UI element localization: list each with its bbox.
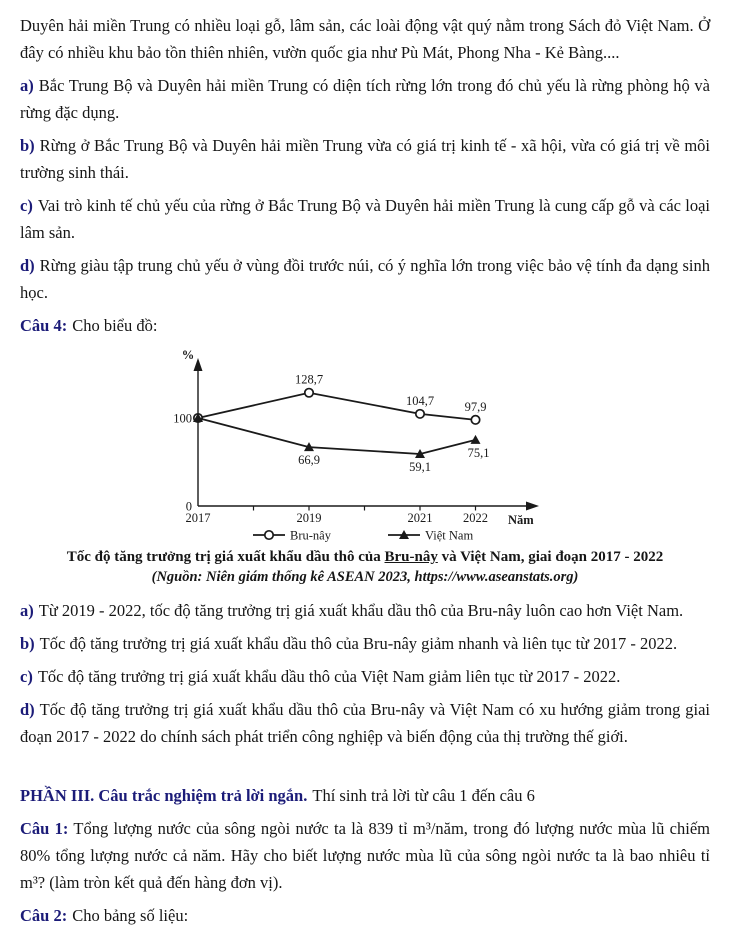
question-1-text: Tổng lượng nước của sông ngòi nước ta là 839 tỉ m³/năm, trong đó lượng nước mùa lũ chiếm 80% tổng lượng nước cả năm. Hãy cho biết lượng nước mùa lũ của sông ngòi nước ta là bao nhiêu tỉ m³? (làm tròn kết quả đến hàng đơn vị). [20,819,710,892]
chart-caption-brunei: Bru-nây [384,549,438,565]
legend-label: Bru-nây [290,528,331,543]
q4-option-c-label: c) [20,667,33,686]
statement-d [20,252,710,306]
statement-d-label: d) [20,256,35,275]
q4-option-d-label: d) [20,700,35,719]
section-gap [20,756,710,782]
x-tick-label: 2022 [463,511,488,525]
chart-caption-post: và Việt Nam, giai đoạn 2017 - 2022 [437,549,664,565]
q4-option-b-label: b) [20,634,35,653]
q4-option-c-text: Tốc độ tăng trưởng trị giá xuất khẩu dầu thô của Việt Nam giảm liên tục từ 2017 - 2022. [37,667,621,686]
data-label: 75,1 [467,445,490,460]
statement-c-label: c) [20,196,33,215]
part3-heading-title: PHẦN III. Câu trắc nghiệm trả lời ngắn. [20,786,308,805]
x-tick-label: 2021 [407,511,433,525]
x-tick-label: 2019 [296,511,322,525]
y-tick-label-0: 0 [185,499,192,514]
q4-option-b [20,630,710,657]
q4-option-c [20,663,710,690]
statement-a [20,72,710,126]
q4-option-a [20,597,710,624]
data-label: 66,9 [298,453,320,468]
data-label: 104,7 [405,393,435,408]
x-axis-title: Năm [508,513,534,527]
q4-option-a-text: Từ 2019 - 2022, tốc độ tăng trưởng trị giá xuất khẩu dầu thô của Bru-nây luôn cao hơn Việt Nam. [38,601,684,620]
question-1-label: Câu 1: [20,819,69,838]
question-4-text: Cho biểu đồ: [72,316,158,335]
statement-d-text: Rừng giàu tập trung chủ yếu ở vùng đồi trước núi, có ý nghĩa lớn trong việc bảo vệ tính đa dạng sinh học. [20,256,710,302]
chart-source: (Nguồn: Niên giám thống kê ASEAN 2023, https://www.aseanstats.org) [151,569,579,585]
part3-heading [20,782,710,809]
question-2-label: Câu 2: [20,906,68,925]
y-axis-unit-label: % [181,348,195,362]
intro-paragraph: Duyên hải miền Trung có nhiều loại gỗ, lâm sản, các loài động vật quý nằm trong Sách đỏ Việt Nam. Ở đây có nhiều khu bảo tồn thiên nhiên, vườn quốc gia như Pù Mát, Phong Nha - Kẻ Bàng.... [20,16,710,62]
question-4-label: Câu 4: [20,316,68,335]
x-axis-arrow-icon [526,502,539,511]
legend-label: Việt Nam [425,528,474,543]
chart-figure [148,345,578,545]
statement-b [20,132,710,186]
vietnam-series-line [198,418,476,454]
growth-line-chart [148,345,578,545]
chart-caption [20,547,710,567]
statement-a-text: Bắc Trung Bộ và Duyên hải miền Trung có diện tích rừng lớn trong đó chủ yếu là rừng phòng hộ và rừng đặc dụng. [20,76,710,122]
statement-b-label: b) [20,136,35,155]
question-4 [20,312,710,339]
statement-b-text: Rừng ở Bắc Trung Bộ và Duyên hải miền Trung vừa có giá trị kinh tế - xã hội, vừa có giá trị về môi trường sinh thái. [20,136,710,182]
data-label: 97,9 [464,399,487,414]
q4-option-a-label: a) [20,601,34,620]
circle-marker-icon [416,410,424,418]
y-axis-arrow-icon [194,358,203,371]
statement-a-label: a) [20,76,34,95]
q4-option-d [20,696,710,750]
statement-c [20,192,710,246]
y-tick-label-100: 100 [173,411,192,426]
data-label: 128,7 [294,372,324,387]
q4-option-b-text: Tốc độ tăng trưởng trị giá xuất khẩu dầu thô của Bru-nây giảm nhanh và liên tục từ 2017 - 2022. [39,634,678,653]
q4-option-d-text: Tốc độ tăng trưởng trị giá xuất khẩu dầu thô của Bru-nây và Việt Nam có xu hướng giảm trong giai đoạn 2017 - 2022 do chính sách phát triển công nghiệp và biến động của thị trường thế giới. [20,700,710,746]
circle-marker-icon [265,531,273,539]
statement-c-text: Vai trò kinh tế chủ yếu của rừng ở Bắc Trung Bộ và Duyên hải miền Trung là cung cấp gỗ và các loại lâm sản. [20,196,710,242]
data-label: 59,1 [409,459,431,474]
question-2-text: Cho bảng số liệu: [72,906,189,925]
triangle-marker-icon [471,435,481,444]
part3-heading-note: Thí sinh trả lời từ câu 1 đến câu 6 [312,786,535,805]
question-1 [20,815,710,896]
question-2 [20,902,710,929]
x-tick-label: 2017 [185,511,211,525]
circle-marker-icon [305,389,313,397]
chart-caption-pre: Tốc độ tăng trưởng trị giá xuất khẩu dầu thô của [66,549,385,565]
circle-marker-icon [471,416,479,424]
